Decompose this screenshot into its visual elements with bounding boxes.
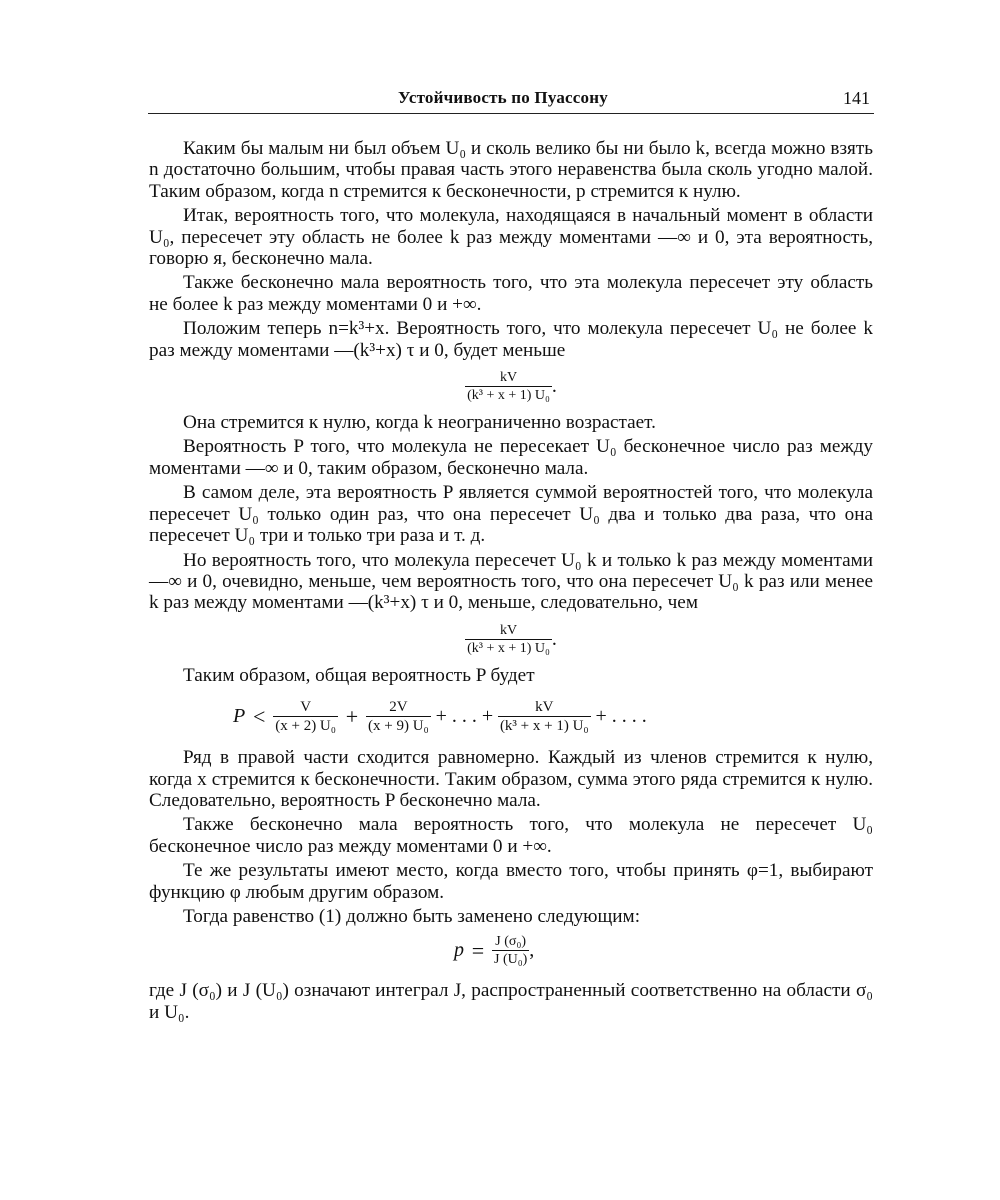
page-body [149, 138, 873, 1023]
paragraph-4: Положим теперь n=k³+x. Вероятность того, что молекула пересечет U₀ не более k раз между моментами —(k³+x) τ и 0, будет меньше [149, 318, 873, 361]
equation-1-numerator: kV [499, 370, 518, 386]
equation-1-fraction [465, 369, 552, 404]
page-header [148, 88, 872, 114]
series-term-k [498, 698, 591, 735]
ratio-denominator: J (U₀) [494, 952, 528, 968]
ratio-lhs: p [454, 939, 464, 962]
paragraph-3: Также бесконечно мала вероятность того, что эта молекула пересечет эту область не более k раз между моментами 0 и +∞. [149, 272, 873, 315]
paragraph-2: Итак, вероятность того, что молекула, находящаяся в начальный момент в области U₀, пересечет эту область не более k раз между моментами —∞ и 0, эта вероятность, говорю я, бесконечно мала. [149, 205, 873, 270]
ratio-fraction [492, 933, 529, 968]
series-term-2-denominator: (x + 9) U₀ [368, 718, 429, 735]
paragraph-14: где J (σ₀) и J (U₀) означают интеграл J, распространенный соответственно на области σ₀ и U₀. [149, 980, 873, 1023]
equation-2-period: . [551, 627, 557, 650]
paragraph-9: Таким образом, общая вероятность P будет [183, 664, 535, 686]
series-ellipsis: + . . . + [435, 704, 494, 727]
ratio-comma: , [529, 939, 535, 962]
equation-1 [149, 369, 873, 404]
series-term-1-denominator: (x + 2) U₀ [275, 718, 336, 735]
paragraph-11: Также бесконечно мала вероятность того, что молекула не пересечет U₀ бесконечное число раз между моментами 0 и +∞. [149, 814, 873, 857]
equation-2-denominator: (k³ + x + 1) U₀ [467, 640, 550, 656]
paragraph-6: Вероятность P того, что молекула не пересекает U₀ бесконечное число раз между моментами —∞ и 0, таким образом, бесконечно мала. [149, 436, 873, 479]
series-term-k-numerator: kV [535, 699, 554, 716]
equation-2-fraction [465, 622, 552, 657]
series-term-2 [366, 698, 431, 735]
equation-2-numerator: kV [499, 622, 518, 638]
equation-2 [149, 622, 873, 657]
series-term-2-numerator: 2V [389, 699, 408, 716]
paragraph-7: В самом деле, эта вероятность P является суммой вероятностей того, что молекула пересечет U₀ только один раз, что она пересечет U₀ два и только два раза, что она пересечет U₀ три и только три раза и т. д. [149, 482, 873, 547]
equation-1-denominator: (k³ + x + 1) U₀ [467, 388, 550, 404]
series-term-1-numerator: V [300, 699, 312, 716]
ratio-numerator: J (σ₀) [495, 934, 526, 950]
header-rule [148, 113, 874, 114]
paragraph-1: Каким бы малым ни был объем U₀ и сколь велико бы ни было k, всегда можно взять n достаточно большим, чтобы правая часть этого неравенства была сколь угодно малой. Таким образом, когда n стремится к бесконечности, p стремится к нулю. [149, 138, 873, 202]
paragraph-8: Но вероятность того, что молекула пересечет U₀ k и только k раз между моментами —∞ и 0, очевидно, меньше, чем вероятность того, что она пересечет U₀ k раз или менее k раз между моментами —(k³+x) τ и 0, меньше, следовательно, чем [149, 549, 873, 614]
paragraph-10: Ряд в правой части сходится равномерно. Каждый из членов стремится к нулю, когда x стремится к бесконечности. Таким образом, сумма этого ряда стремится к нулю. Следовательно, вероятность P бесконечно мала. [149, 747, 873, 811]
ratio-equals: = [471, 938, 485, 964]
series-tail: + . . . . [595, 704, 647, 727]
running-title: Устойчивость по Пуассону [398, 88, 608, 107]
series-less-than: < [253, 703, 266, 729]
series-term-1 [273, 698, 338, 735]
paragraph-5: Она стремится к нулю, когда k неограниченно возрастает. [183, 412, 656, 434]
series-term-k-denominator: (k³ + x + 1) U₀ [499, 718, 589, 735]
equation-probability-series [233, 698, 873, 735]
equation-integral-ratio [454, 933, 873, 968]
equation-1-period: . [551, 374, 557, 397]
paragraph-13: Тогда равенство (1) должно быть заменено следующим: [183, 905, 641, 927]
series-lhs: P [233, 704, 246, 727]
series-plus: + [345, 703, 359, 729]
page-number: 141 [843, 88, 870, 108]
paragraph-12: Те же результаты имеют место, когда вместо того, чтобы принять φ=1, выбирают функцию φ любым другим образом. [149, 860, 873, 903]
